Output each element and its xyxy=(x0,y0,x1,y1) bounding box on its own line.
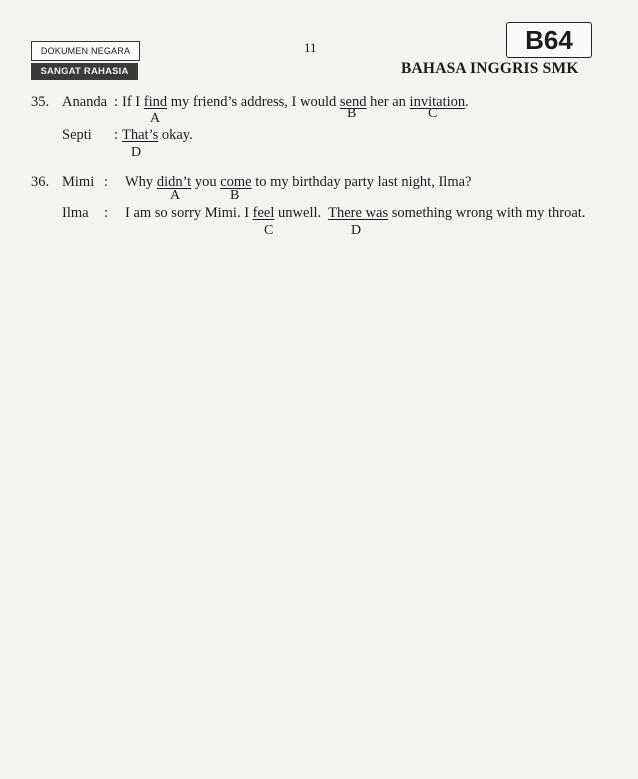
underlined-option-b: send xyxy=(339,94,367,110)
underlined-option-b: come xyxy=(220,174,252,190)
colon: : xyxy=(104,174,109,190)
dialogue-line: That’s okay. xyxy=(122,127,193,143)
speaker-name: Mimi xyxy=(62,174,95,190)
option-label-b: B xyxy=(230,188,240,203)
option-label-c: C xyxy=(264,223,274,238)
secret-label: SANGAT RAHASIA xyxy=(31,63,138,80)
underlined-option-c: invitation xyxy=(409,94,466,110)
underlined-option-a: didn’t xyxy=(156,174,192,190)
subject-title: BAHASA INGGRIS SMK xyxy=(401,60,579,77)
underlined-option-d: There was xyxy=(328,205,389,221)
underlined-option-c: feel xyxy=(252,205,275,221)
option-label-d: D xyxy=(351,223,362,238)
dialogue-line: Why didn’t you come to my birthday party last night, Ilma? xyxy=(125,174,472,190)
question-number: 36. xyxy=(31,174,50,190)
option-label-a: A xyxy=(150,111,161,126)
page-number: 11 xyxy=(304,40,317,55)
speaker-name: Ilma xyxy=(62,205,89,221)
dialogue-line: I am so sorry Mimi. I feel unwell. There was something wrong with my throat. xyxy=(125,205,586,221)
dialogue-line: If I find my friend’s address, I would send her an invitation. xyxy=(122,94,469,110)
underlined-option-d: That’s xyxy=(122,127,159,143)
underlined-option-a: find xyxy=(143,94,168,110)
speaker-name: Septi xyxy=(62,127,92,143)
colon: : xyxy=(114,127,119,143)
question-number: 35. xyxy=(31,94,50,110)
option-label-d: D xyxy=(131,145,142,160)
speaker-name: Ananda xyxy=(62,94,108,110)
colon: : xyxy=(114,94,119,110)
doc-label: DOKUMEN NEGARA xyxy=(31,41,140,61)
colon: : xyxy=(104,205,109,221)
option-label-c: C xyxy=(428,106,438,121)
exam-code: B64 xyxy=(506,22,592,58)
option-label-b: B xyxy=(347,106,357,121)
option-label-a: A xyxy=(170,188,181,203)
